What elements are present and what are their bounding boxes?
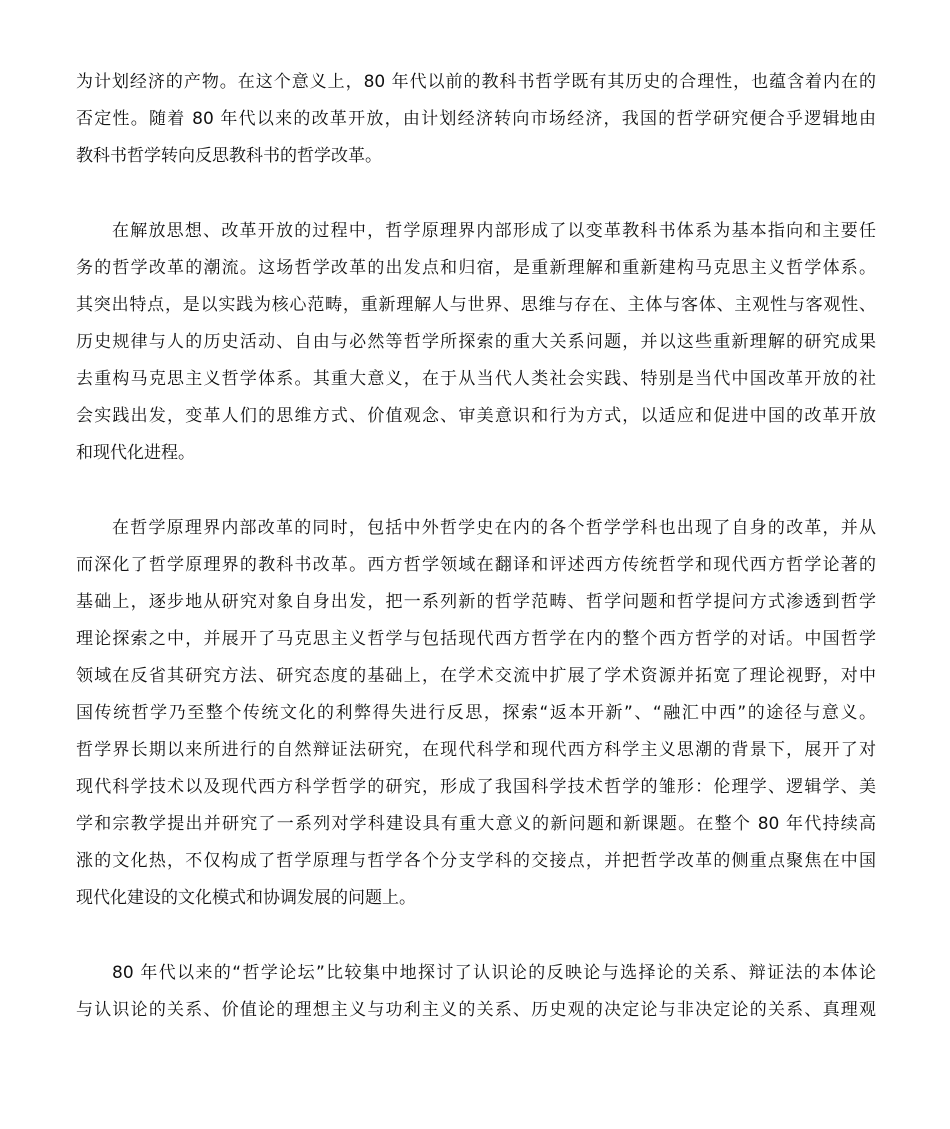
text-line: 务的哲学改革的潮流。这场哲学改革的出发点和归宿，是重新理解和重新建构马克思主义哲学体系。 — [76, 258, 876, 278]
text-line: 去重构马克思主义哲学体系。其重大意义，在于从当代人类社会实践、特别是当代中国改革开放的社 — [76, 369, 876, 389]
text-line: 否定性。随着 80 年代以来的改革开放，由计划经济转向市场经济，我国的哲学研究便合乎逻辑地由 — [76, 109, 876, 129]
text-line: 与认识论的关系、价值论的理想主义与功利主义的关系、历史观的决定论与非决定论的关系、真理观 — [76, 1000, 876, 1020]
paragraph-3 — [76, 510, 876, 917]
paragraph-spacer — [76, 472, 876, 510]
text-line: 教科书哲学转向反思教科书的哲学改革。 — [76, 146, 382, 166]
text-line: 理论探索之中，并展开了马克思主义哲学与包括现代西方哲学在内的整个西方哲学的对话。中国哲学 — [76, 629, 876, 649]
text-line: 现代科学技术以及现代西方科学哲学的研究，形成了我国科学技术哲学的雏形：伦理学、逻辑学、美 — [76, 777, 876, 797]
text-line: 为计划经济的产物。在这个意义上，80 年代以前的教科书哲学既有其历史的合理性，也蕴含着内在的 — [76, 72, 876, 92]
text-line: 涨的文化热，不仅构成了哲学原理与哲学各个分支学科的交接点，并把哲学改革的侧重点聚焦在中国 — [76, 851, 876, 871]
text-line: 学和宗教学提出并研究了一系列对学科建设具有重大意义的新问题和新课题。在整个 80 年代持续高 — [76, 814, 876, 834]
text-line: 哲学界长期以来所进行的自然辩证法研究，在现代科学和现代西方科学主义思潮的背景下，展开了对 — [76, 740, 876, 760]
text-line: 在解放思想、改革开放的过程中，哲学原理界内部形成了以变革教科书体系为基本指向和主要任 — [112, 221, 876, 241]
text-line: 会实践出发，变革人们的思维方式、价值观念、审美意识和行为方式，以适应和促进中国的改革开放 — [76, 406, 876, 426]
text-line: 领域在反省其研究方法、研究态度的基础上，在学术交流中扩展了学术资源并拓宽了理论视野，对中 — [76, 666, 876, 686]
text-line: 基础上，逐步地从研究对象自身出发，把一系列新的哲学范畴、哲学问题和哲学提问方式渗透到哲学 — [76, 592, 876, 612]
text-line: 80 年代以来的“哲学论坛”比较集中地探讨了认识论的反映论与选择论的关系、辩证法的本体论 — [112, 963, 876, 983]
paragraph-1 — [76, 64, 876, 175]
text-line: 国传统哲学乃至整个传统文化的利弊得失进行反思，探索“返本开新”、“融汇中西”的途径与意义。 — [76, 703, 876, 723]
text-line: 和现代化进程。 — [76, 443, 195, 463]
text-line: 历史规律与人的历史活动、自由与必然等哲学所探索的重大关系问题，并以这些重新理解的研究成果 — [76, 332, 876, 352]
paragraph-2 — [76, 213, 876, 472]
paragraph-spacer — [76, 917, 876, 955]
paragraph-4 — [76, 955, 876, 1029]
text-line: 而深化了哲学原理界的教科书改革。西方哲学领域在翻译和评述西方传统哲学和现代西方哲学论著的 — [76, 555, 876, 575]
text-line: 在哲学原理界内部改革的同时，包括中外哲学史在内的各个哲学学科也出现了自身的改革，并从 — [112, 518, 876, 538]
text-line: 其突出特点，是以实践为核心范畴，重新理解人与世界、思维与存在、主体与客体、主观性与客观性、 — [76, 295, 876, 315]
paragraph-spacer — [76, 175, 876, 213]
document-page — [76, 64, 876, 1029]
text-line: 现代化建设的文化模式和协调发展的问题上。 — [76, 888, 416, 908]
